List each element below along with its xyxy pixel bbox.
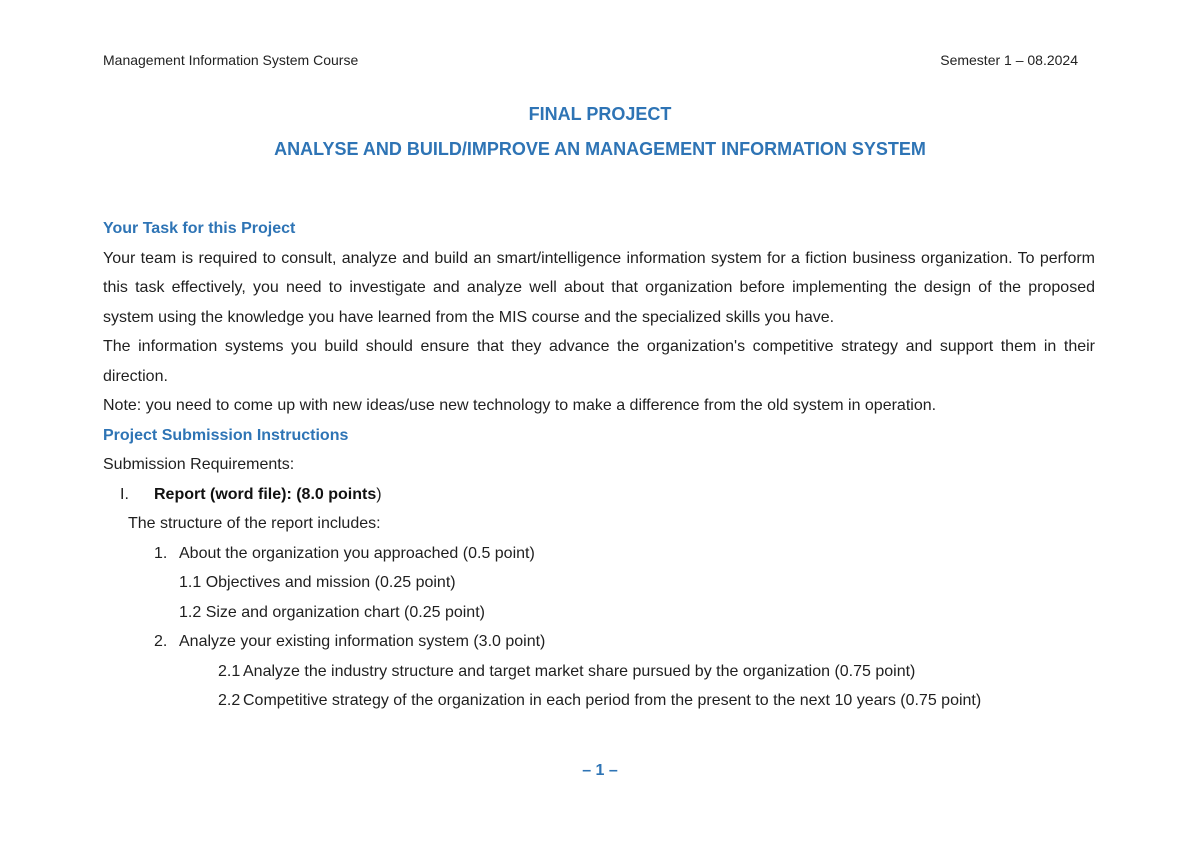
header-course: Management Information System Course xyxy=(103,52,359,68)
section-heading-submission: Project Submission Instructions xyxy=(103,426,349,444)
list-item-report xyxy=(103,480,1095,510)
document-body xyxy=(103,214,1095,716)
list-item-2-1 xyxy=(103,657,1095,687)
task-paragraph-1: Your team is required to consult, analyze and build an smart/intelligence information system for a fiction business organization. To perform this task effectively, you need to investigate and analyze well about that organization before implementing the design of the proposed system using the knowledge you have learned from the MIS course and the specialized skills you have. xyxy=(103,249,1095,326)
list-marker-2: 2. xyxy=(154,633,168,650)
document-title: FINAL PROJECT xyxy=(528,104,672,124)
document-subtitle: ANALYSE AND BUILD/IMPROVE AN MANAGEMENT INFORMATION SYSTEM xyxy=(274,139,926,159)
task-note: Note: you need to come up with new ideas/use new technology to make a difference from the old system in operation. xyxy=(103,397,937,414)
submission-requirements: Submission Requirements: xyxy=(103,456,295,473)
list-item-2-2-text: Competitive strategy of the organization in each period from the present to the next 10 years (0.75 point) xyxy=(243,692,982,709)
list-item-2 xyxy=(103,627,1095,657)
header-semester: Semester 1 – 08.2024 xyxy=(940,52,1078,68)
report-label: Report (word file): (8.0 points xyxy=(154,485,377,503)
list-item-1-text: About the organization you approached (0.5 point) xyxy=(179,544,535,562)
list-item-2-text: Analyze your existing information system (3.0 point) xyxy=(179,633,546,650)
list-item-2-1-text: Analyze the industry structure and target market share pursued by the organization (0.75 point) xyxy=(243,662,916,680)
report-label-close: ) xyxy=(376,485,382,503)
task-paragraph-2: The information systems you build should ensure that they advance the organization's competitive strategy and support them in their direction. xyxy=(103,338,1095,385)
list-marker-1: 1. xyxy=(154,544,168,562)
list-item-1 xyxy=(103,539,1095,569)
list-marker-2-2: 2.2 xyxy=(218,692,241,709)
list-item-1-2-text: 1.2 Size and organization chart (0.25 point) xyxy=(179,603,485,621)
list-item-1-2 xyxy=(103,598,1095,628)
structure-intro: The structure of the report includes: xyxy=(128,515,381,532)
list-item-2-2 xyxy=(103,686,1095,716)
list-marker-2-1: 2.1 xyxy=(218,662,241,680)
section-heading-task: Your Task for this Project xyxy=(103,220,296,237)
list-item-1-1-text: 1.1 Objectives and mission (0.25 point) xyxy=(179,574,456,591)
list-item-1-1 xyxy=(103,568,1095,598)
list-marker-roman: I. xyxy=(120,485,129,503)
page-number: – 1 – xyxy=(582,762,618,779)
